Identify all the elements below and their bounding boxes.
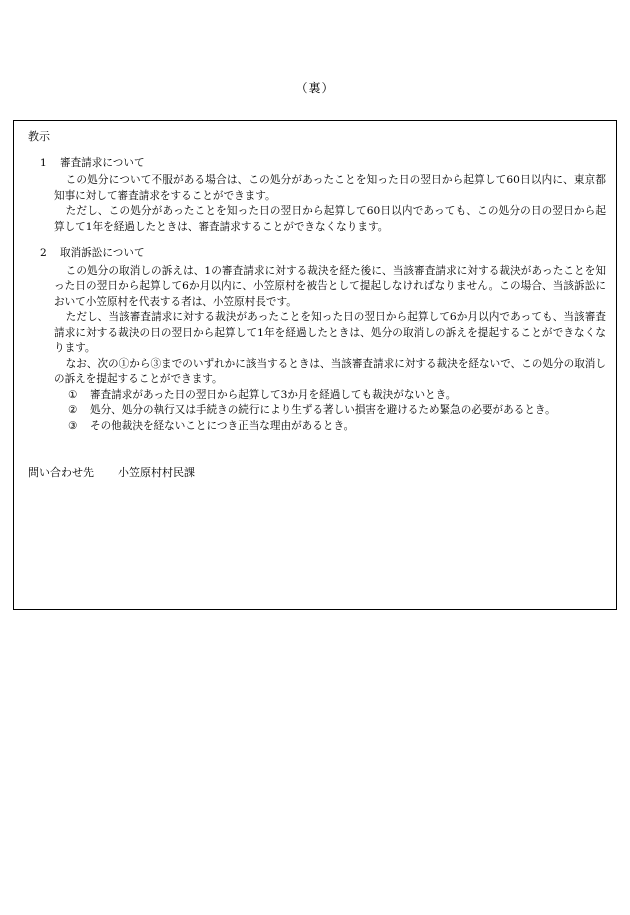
section-heading-text: 審査請求について (60, 156, 145, 169)
list-item-mark: ② (68, 404, 78, 416)
section-heading (40, 246, 606, 262)
section-heading-text: 取消訴訟について (60, 247, 145, 259)
list-item-mark: ③ (68, 419, 78, 432)
section-heading (40, 156, 606, 172)
section-lawsuit (28, 246, 606, 434)
section-number: 2 (40, 247, 47, 259)
section-appeal (28, 156, 606, 236)
contact-label: 問い合わせ先 (28, 466, 94, 479)
list-item (68, 403, 606, 419)
contact-line (28, 465, 606, 481)
list-item-mark: ① (68, 388, 78, 401)
paragraph: なお、次の①から③までのいずれかに該当するときは、当該審査請求に対する裁決を経ないで、この処分の取消しの訴えを提起することができます。 (54, 357, 606, 385)
notice-title: 教示 (28, 130, 50, 143)
paragraph: この処分の取消しの訴えは、1の審査請求に対する裁決を経た後に、当該審査請求に対する裁決があったことを知った日の翌日から起算して6か月以内に、小笠原村を被告として提起しなければなりません。この場合、当該訴訟において小笠原村を代表する者は、小笠原村長です。 (54, 264, 606, 308)
contact-value: 小笠原村村民課 (118, 466, 195, 479)
list-item-text: 審査請求があった日の翌日から起算して3か月を経過しても裁決がないとき。 (90, 388, 457, 401)
list-item (68, 388, 606, 404)
section-number: 1 (40, 156, 47, 169)
list-item (68, 419, 606, 435)
notice-box (13, 120, 617, 610)
list-item-text: 処分、処分の執行又は手続きの続行により生ずる著しい損害を避けるため緊急の必要があるとき。 (90, 404, 556, 416)
paragraph: ただし、この処分があったことを知った日の翌日から起算して60日以内であっても、この処分の日の翌日から起算して1年を経過したときは、審査請求することができなくなります。 (54, 205, 606, 233)
page-header: （裏） (295, 81, 335, 95)
paragraph: ただし、当該審査請求に対する裁決があったことを知った日の翌日から起算して6か月以内であっても、当該審査請求に対する裁決の日の翌日から起算して1年を経過したときは、処分の取消しの訴えを提起することができなくなります。 (54, 311, 606, 354)
paragraph: この処分について不服がある場合は、この処分があったことを知った日の翌日から起算して60日以内に、東京都知事に対して審査請求をすることができます。 (54, 174, 606, 202)
list-item-text: その他裁決を経ないことにつき正当な理由があるとき。 (90, 419, 355, 432)
